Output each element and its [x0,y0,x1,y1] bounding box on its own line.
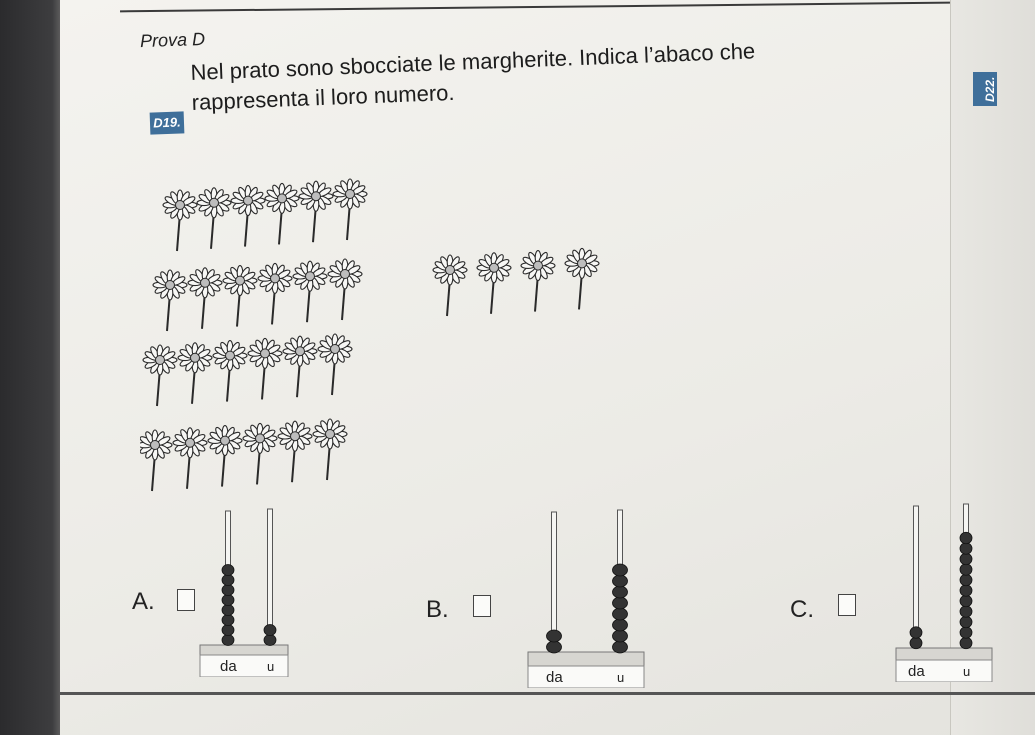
daisy-flower [278,421,312,482]
daisy-flower [313,419,347,480]
daisy-flower [333,179,367,240]
units-bead [960,532,972,544]
units-bead [264,635,276,646]
section-label: Prova D [139,28,206,52]
tens-bead [222,605,234,616]
tens-bead [222,575,234,586]
units-bead [960,606,972,618]
units-bead [613,597,628,609]
daisy-flower [299,181,333,242]
option-c-letter: C. [790,596,814,623]
daisy-flower [231,186,265,247]
daisy-flower [258,263,292,324]
option-c-abacus [892,500,996,682]
units-bead [264,625,276,636]
daisy-flower [140,430,172,491]
tens-label: da [908,663,925,680]
daisy-flower [197,188,231,249]
tens-bead [222,565,234,576]
option-a-checkbox[interactable] [177,589,195,611]
tens-bead [222,625,234,636]
daisy-flower [265,183,299,244]
tens-bead [222,595,234,606]
tens-bead [222,615,234,626]
daisy-flower [208,426,242,487]
option-c-checkbox[interactable] [838,594,856,616]
daisy-flower [521,251,555,312]
tens-bead [547,641,562,653]
daisy-flower [243,423,277,484]
option-a-abacus [196,505,292,677]
daisy-flower [223,266,257,327]
option-b-letter: B. [426,596,449,623]
daisy-flower [153,270,187,331]
question-number-badge: D19. [150,111,185,134]
option-b-checkbox[interactable] [473,595,491,617]
units-bead [960,543,972,555]
daisy-flower [248,338,282,399]
units-bead [613,575,628,587]
tens-bead [910,627,922,639]
daisy-flower [283,336,317,397]
units-bead [960,637,972,649]
units-bead [960,574,972,586]
units-bead [960,585,972,597]
tens-label: da [220,658,237,675]
tens-bead [547,630,562,642]
daisy-flower [178,343,212,404]
daisy-flower [163,190,197,251]
tens-bead [222,585,234,596]
units-label: u [617,670,625,685]
units-bead [960,553,972,565]
units-bead [960,564,972,576]
abacus-label-box [200,655,288,677]
units-label: u [963,664,971,679]
daisy-flower [173,428,207,489]
abacus-base [200,645,288,655]
option-a-letter: A. [132,588,155,615]
units-bead [613,641,628,653]
abacus-base [896,648,992,660]
abacus-base [528,652,644,666]
units-bead [960,627,972,639]
units-label: u [267,659,275,674]
daisy-flower [565,248,599,309]
question-line-2: rappresenta il loro numero. [191,79,455,115]
units-bead [613,619,628,631]
daisy-flower [213,341,247,402]
daisy-flower [433,255,467,316]
daisy-flower [318,334,352,395]
next-question-badge: D22. [973,72,997,106]
tens-bead [910,637,922,649]
daisy-flower [143,345,177,406]
daisy-flower [188,268,222,329]
question-line-1: Nel prato sono sbocciate le margherite. Indica l’abaco che [190,38,756,85]
daisy-flower [477,253,511,314]
units-bead [960,595,972,607]
daisy-flower [293,261,327,322]
daisy-flower [328,259,362,320]
units-bead [960,616,972,628]
bottom-rule [60,692,1035,695]
units-bead [613,564,628,576]
tens-label: da [546,669,563,686]
units-bead [613,608,628,620]
units-bead [613,630,628,642]
option-b-abacus [524,506,648,688]
tens-bead [222,635,234,646]
units-bead [613,586,628,598]
daisy-field-illustration [140,170,620,500]
